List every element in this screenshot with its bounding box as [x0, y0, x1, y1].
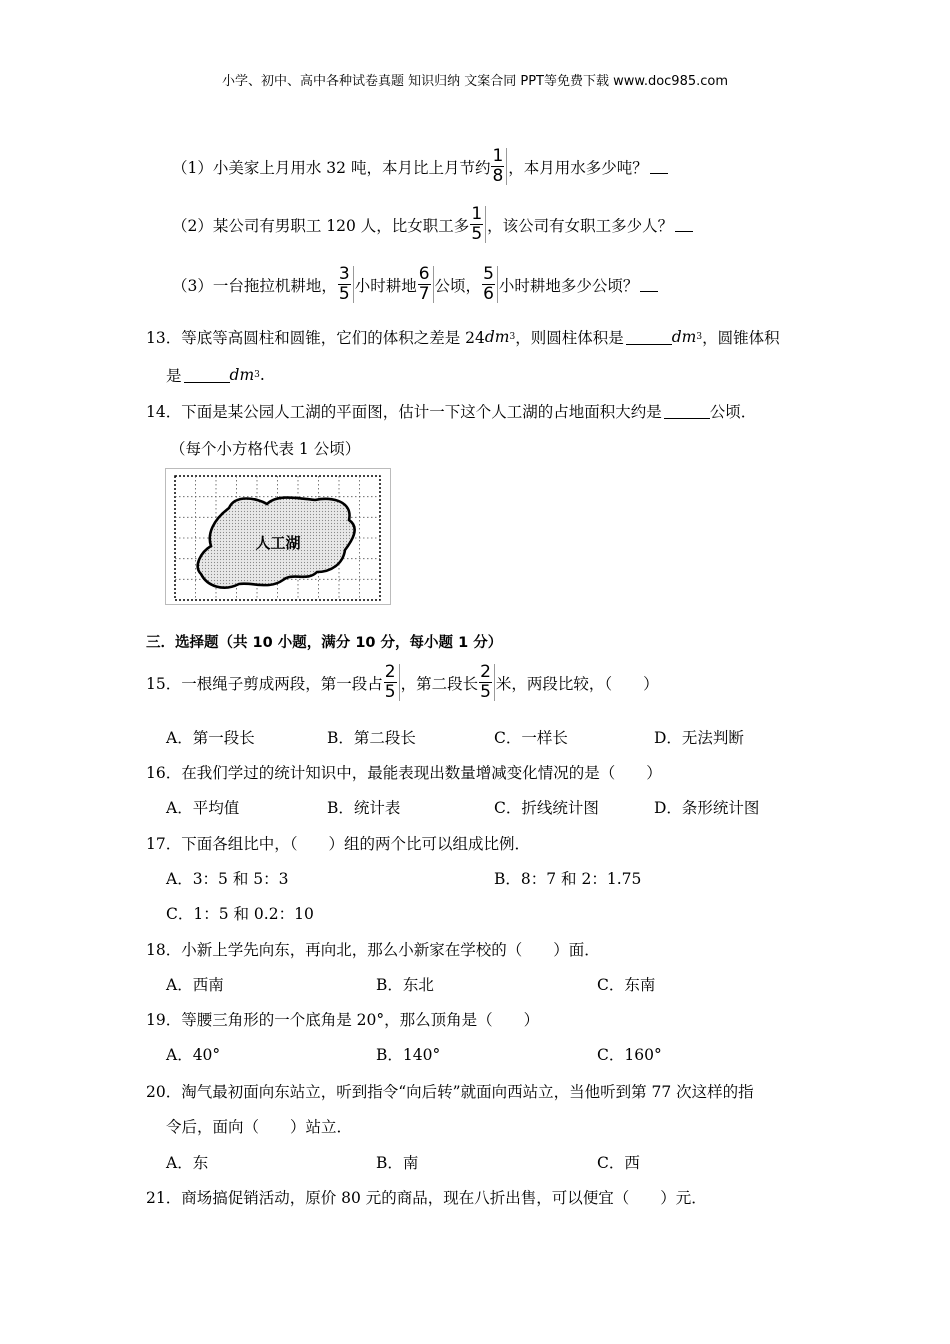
section-title: 三．选择题（共 10 小题，满分 10 分，每小题 1 分） [146, 635, 503, 651]
question-16: 16．在我们学过的统计知识中，最能表现出数量增减变化情况的是（ ） [146, 764, 662, 782]
answer-blank[interactable] [640, 277, 658, 292]
q12-part2: （2）某公司有男职工 120 人，比女职工多 $\frac{1}{5}$ ，该公司有女职工多少人？ [172, 206, 693, 243]
answer-blank[interactable] [650, 159, 668, 174]
question-18: 18．小新上学先向东，再向北，那么小新家在学校的（ ）面． [146, 941, 600, 959]
question-20: 20．淘气最初面向东站立，听到指令“向后转”就面向西站立，当他听到第 77 次这样的指 [146, 1083, 754, 1101]
option-c[interactable]: C．折线统计图 [494, 799, 599, 817]
option-b[interactable]: B．南 [376, 1154, 419, 1172]
option-a[interactable]: A．平均值 [166, 799, 240, 817]
lake-map-figure [165, 468, 391, 605]
answer-blank[interactable] [664, 404, 710, 419]
q12-part1: （1）小美家上月用水 32 吨，本月比上月节约 $\frac{1}{8}$ ，本月用水多少吨？ [172, 148, 668, 185]
option-b[interactable]: B．8：7 和 2：1.75 [494, 870, 642, 888]
option-a[interactable]: A．东 [166, 1154, 209, 1172]
question-15: 15．一根绳子剪成两段，第一段占 $\frac{2}{5}$ ，第二段长 $\frac{2}{5}$ 米，两段比较，（ ） [146, 662, 659, 702]
option-c[interactable]: C．东南 [597, 976, 656, 994]
fraction: $\frac{2}{5}$ [479, 664, 495, 701]
question-19: 19．等腰三角形的一个底角是 20°，那么顶角是（ ） [146, 1011, 540, 1029]
question-14-note: （每个小方格代表 1 公顷） [170, 440, 361, 458]
fraction: $\frac{6}{7}$ [418, 266, 434, 303]
option-b[interactable]: B．东北 [376, 976, 434, 994]
fraction: $\frac{2}{5}$ [384, 664, 400, 701]
option-a[interactable]: A．第一段长 [166, 729, 255, 747]
fraction: $\frac{5}{6}$ [482, 266, 498, 303]
option-c[interactable]: C．一样长 [494, 729, 568, 747]
q12-part3: （3）一台拖拉机耕地， $\frac{3}{5}$ 小时耕地 $\frac{6}{7}$ 公顷， $\frac{5}{6}$ 小时耕地多少公顷？ [172, 266, 658, 303]
fraction: $\frac{1}{5}$ [470, 206, 486, 243]
answer-blank[interactable] [626, 330, 672, 345]
page-header: 小学、初中、高中各种试卷真题 知识归纳 文案合同 PPT等免费下载 www.doc985.com [221, 74, 729, 89]
lake-label: 人工湖 [255, 534, 301, 552]
question-13-cont: 是 dm 3 . [166, 366, 265, 385]
question-20-cont: 令后，面向（ ）站立． [166, 1118, 353, 1136]
option-a[interactable]: A．西南 [166, 976, 224, 994]
option-c[interactable]: C．西 [597, 1154, 640, 1172]
option-d[interactable]: D．无法判断 [654, 729, 744, 747]
option-c[interactable]: C．1：5 和 0.2：10 [166, 905, 314, 923]
answer-blank[interactable] [675, 217, 693, 232]
option-b[interactable]: B．第二段长 [327, 729, 416, 747]
option-b[interactable]: B．统计表 [327, 799, 401, 817]
option-d[interactable]: D．条形统计图 [654, 799, 760, 817]
question-14: 14．下面是某公园人工湖的平面图，估计一下这个人工湖的占地面积大约是 公顷． [146, 403, 757, 421]
option-c[interactable]: C．160° [597, 1046, 662, 1064]
question-13: 13．等底等高圆柱和圆锥，它们的体积之差是 24 dm 3 ，则圆柱体积是 dm 3 ，圆锥体积 [146, 328, 780, 347]
fraction: $\frac{1}{8}$ [491, 148, 507, 185]
option-a[interactable]: A．3：5 和 5：3 [166, 870, 289, 888]
fraction: $\frac{3}{5}$ [338, 266, 354, 303]
option-b[interactable]: B．140° [376, 1046, 441, 1064]
answer-blank[interactable] [184, 368, 230, 383]
question-17: 17．下面各组比中，（ ）组的两个比可以组成比例． [146, 835, 530, 853]
option-a[interactable]: A．40° [166, 1046, 221, 1064]
question-21: 21．商场搞促销活动，原价 80 元的商品，现在八折出售，可以便宜（ ）元． [146, 1189, 707, 1207]
